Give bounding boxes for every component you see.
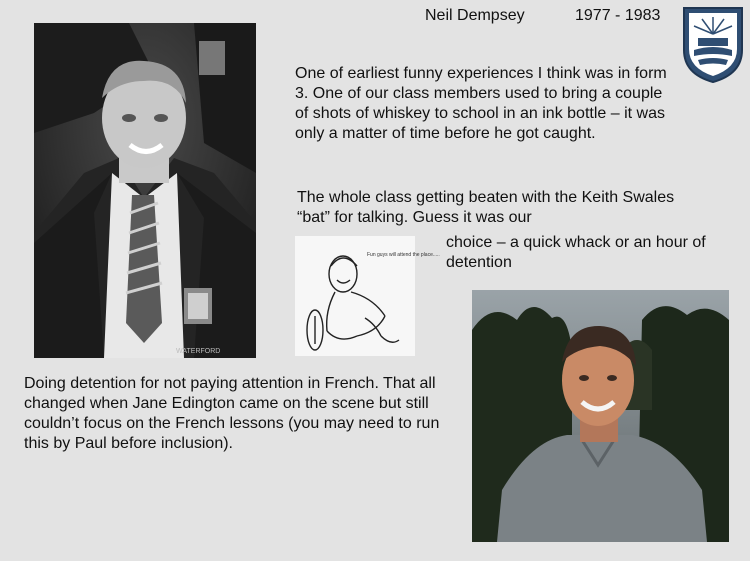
paragraph-whiskey: One of earliest funny experiences I think was in form 3. One of our class members used to bring a couple of shots of whiskey to school in an ink bottle – it was only a matter of time before he got caught.: [295, 65, 667, 142]
recent-portrait-photo: [472, 290, 729, 542]
blazer-text: WATERFORD: [176, 348, 221, 355]
paragraph-bat-line2: choice – a quick whack or an hour of detention: [446, 234, 706, 271]
cartoon-sketch-icon: [295, 236, 440, 356]
sketch-caption: Fun guys will attend the place.....: [367, 252, 440, 258]
school-crest-icon: [680, 4, 746, 84]
paragraph-detention: Doing detention for not paying attention in French. That all changed when Jane Edington came on the scene but still couldn’t focus on the French lessons (you may need to run this by Paul before inclusion).: [24, 375, 440, 452]
school-portrait-photo: [34, 23, 256, 358]
paragraph-bat-line1: The whole class getting beaten with the Keith Swales “bat” for talking. Guess it was our: [297, 189, 675, 226]
header-years: 1977 - 1983: [575, 7, 661, 24]
header-name: Neil Dempsey: [425, 7, 525, 24]
